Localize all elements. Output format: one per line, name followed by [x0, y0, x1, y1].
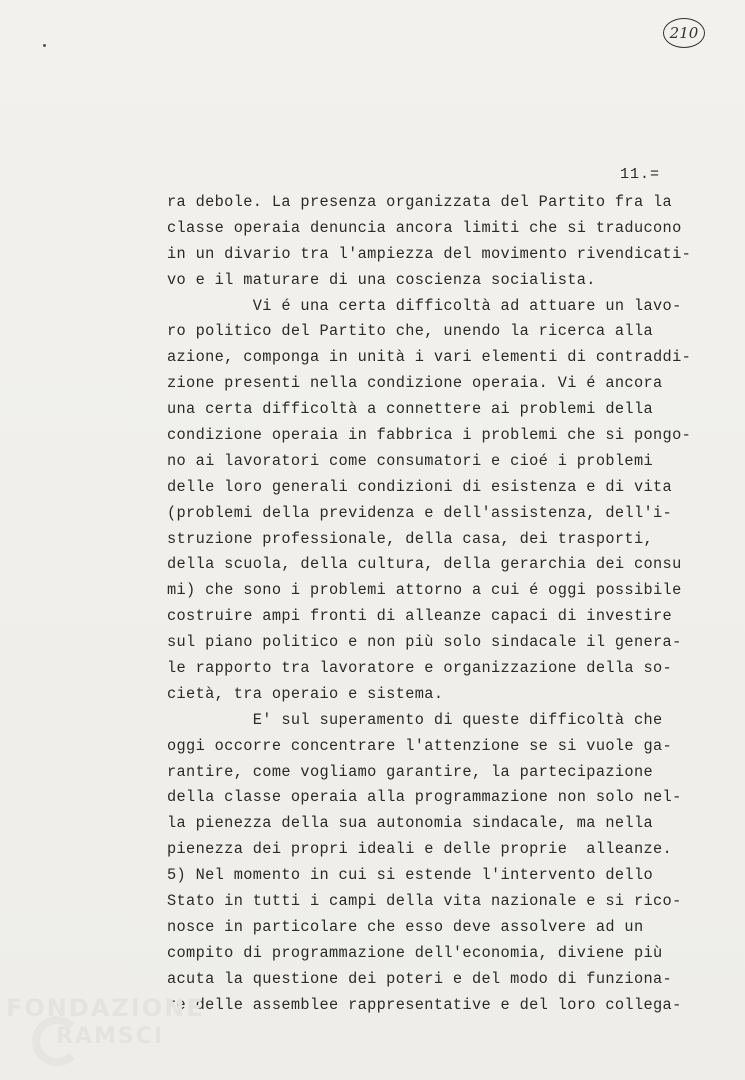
text-line: acuta la questione dei poteri e del modo di funziona-: [167, 969, 673, 988]
text-line: le rapporto tra lavoratore e organizzazione della so-: [167, 659, 673, 678]
text-line: mi) che sono i problemi attorno a cui é oggi possibile: [167, 581, 682, 600]
text-line: della classe operaia alla programmazione non solo nel-: [167, 788, 682, 807]
text-line: pienezza dei propri ideali e delle proprie alleanze.: [167, 840, 673, 859]
ink-dot: [43, 44, 46, 47]
text-line: sul piano politico e non più solo sindacale il genera-: [167, 633, 682, 652]
text-line: 5) Nel momento in cui si estende l'intervento dello: [167, 866, 654, 885]
text-line: ro politico del Partito che, unendo la ricerca alla: [167, 322, 654, 341]
text-line: E' sul superamento di queste difficoltà che: [167, 710, 663, 729]
text-line: condizione operaia in fabbrica i problemi che si pongo-: [167, 426, 692, 445]
text-line: (problemi della previdenza e dell'assistenza, dell'i-: [167, 503, 673, 522]
text-line: re delle assemblee rappresentative e del loro collega-: [167, 995, 682, 1014]
text-line: oggi occorre concentrare l'attenzione se si vuole ga-: [167, 736, 673, 755]
text-line: classe operaia denuncia ancora limiti che si traducono: [167, 218, 682, 237]
text-line: ra debole. La presenza organizzata del Partito fra la: [167, 193, 673, 211]
text-line: Stato in tutti i campi della vita nazionale e si rico-: [167, 892, 682, 911]
text-line: la pienezza della sua autonomia sindacale, ma nella: [167, 814, 654, 833]
watermark: [6, 996, 205, 1048]
page-number: 11.=: [620, 166, 661, 183]
text-line: vo e il maturare di una coscienza socialista.: [167, 270, 596, 289]
watermark-line-2: RAMSCI: [56, 1024, 165, 1049]
archive-page-mark: 210: [663, 18, 705, 48]
text-line: nosce in particolare che esso deve assolvere ad un: [167, 917, 644, 936]
text-line: Vi é una certa difficoltà ad attuare un lavo-: [167, 296, 682, 315]
text-line: rantire, come vogliamo garantire, la partecipazione: [167, 762, 654, 781]
text-line: struzione professionale, della casa, dei trasporti,: [167, 529, 654, 548]
text-line: una certa difficoltà a connettere ai problemi della: [167, 400, 654, 419]
watermark-line-1: FONDAZIONE: [6, 994, 205, 1022]
text-line: costruire ampi fronti di alleanze capaci di investire: [167, 607, 673, 626]
text-line: cietà, tra operaio e sistema.: [167, 684, 444, 703]
text-line: delle loro generali condizioni di esistenza e di vita: [167, 477, 673, 496]
typed-text-body: [167, 190, 692, 1019]
text-line: compito di programmazione dell'economia, diviene più: [167, 943, 663, 962]
text-line: in un divario tra l'ampiezza del movimento rivendicati-: [167, 244, 692, 263]
text-line: no ai lavoratori come consumatori e cioé i problemi: [167, 451, 654, 470]
text-line: azione, componga in unità i vari elementi di contraddi-: [167, 348, 692, 367]
text-line: della scuola, della cultura, della gerarchia dei consu: [167, 555, 682, 574]
text-line: zione presenti nella condizione operaia. Vi é ancora: [167, 374, 663, 393]
